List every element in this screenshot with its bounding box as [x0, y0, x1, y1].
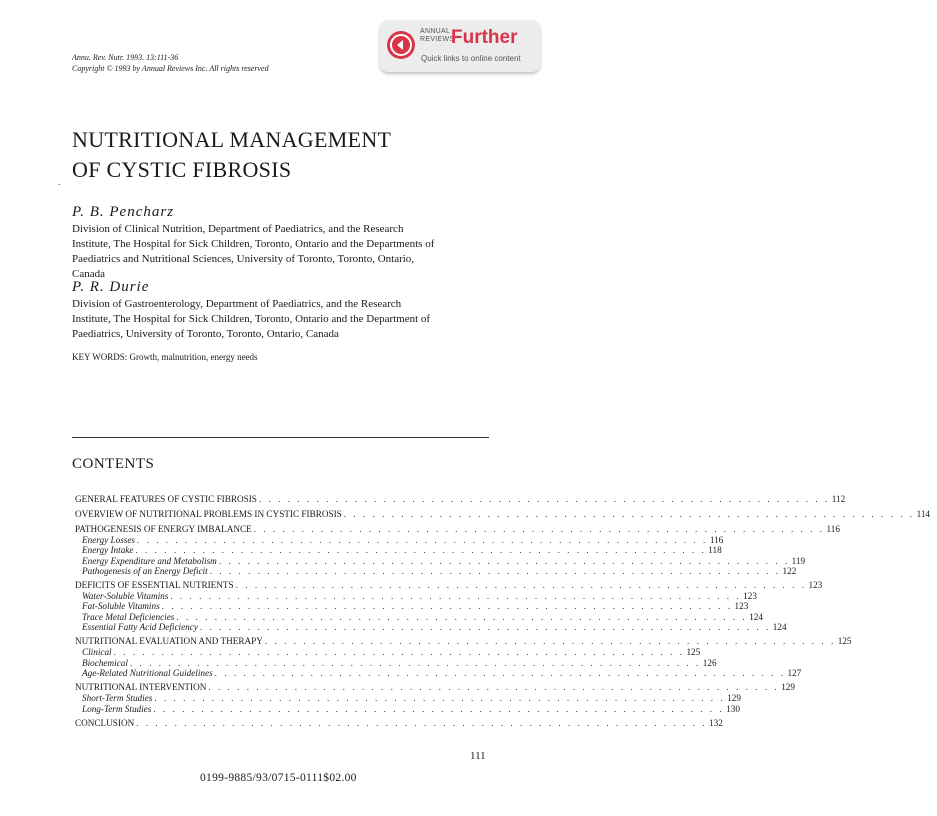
toc-subsection-row — [75, 555, 806, 566]
title-line-1: NUTRITIONAL MANAGEMENT — [72, 127, 392, 152]
banner-further-text: Further — [451, 27, 518, 48]
toc-leader-dots: . . . . . . . . . . . . . . . . . . . . . . . . . . . . . . . . . . . . . . . . . . . . . . . . . . . . . . . . . . . . — [136, 717, 708, 728]
toc-subsection-row — [75, 657, 717, 668]
toc-entry-title: NUTRITIONAL INTERVENTION — [75, 682, 207, 693]
toc-page-number: 119 — [791, 555, 806, 566]
banner-subtitle: Quick links to online content — [421, 54, 521, 63]
toc-leader-dots: . . . . . . . . . . . . . . . . . . . . . . . . . . . . . . . . . . . . . . . . . . . . . . . . . . . . . . . . . . . . — [199, 622, 771, 633]
toc-entry-title: Pathogenesis of an Energy Deficit — [82, 565, 208, 576]
table-of-contents — [75, 493, 931, 732]
toc-entry-title: CONCLUSION — [75, 717, 135, 728]
toc-leader-dots: . . . . . . . . . . . . . . . . . . . . . . . . . . . . . . . . . . . . . . . . . . . . . . . . . . . . . . . . . . . . — [235, 580, 807, 591]
toc-subsection-row — [75, 647, 701, 658]
toc-subsection-row — [75, 565, 797, 576]
toc-leader-dots: . . . . . . . . . . . . . . . . . . . . . . . . . . . . . . . . . . . . . . . . . . . . . . . . . . . . . . . . . . . . — [258, 494, 830, 504]
toc-page-number: 123 — [734, 601, 749, 612]
marginal-dot: . — [58, 177, 61, 188]
toc-page-number: 116 — [826, 524, 840, 534]
toc-leader-dots: . . . . . . . . . . . . . . . . . . . . . . . . . . . . . . . . . . . . . . . . . . . . . . . . . . . . . . . . . . . . — [343, 509, 915, 519]
play-arrow-icon — [387, 31, 415, 59]
toc-subsection-row — [75, 535, 724, 545]
toc-leader-dots: . . . . . . . . . . . . . . . . . . . . . . . . . . . . . . . . . . . . . . . . . . . . . . . . . . . . . . . . . . . . — [135, 545, 707, 556]
toc-entry-title: Energy Expenditure and Metabolism — [82, 555, 217, 566]
toc-subsection-row — [75, 693, 741, 704]
toc-section — [75, 508, 931, 520]
toc-leader-dots: . . . . . . . . . . . . . . . . . . . . . . . . . . . . . . . . . . . . . . . . . . . . . . . . . . . . . . . . . . . . — [153, 703, 725, 714]
title-line-2: OF CYSTIC FIBROSIS — [72, 157, 292, 182]
toc-section — [75, 523, 840, 576]
toc-page-number: 116 — [709, 535, 724, 545]
banner-publisher — [420, 28, 454, 44]
toc-page-number: 118 — [708, 545, 722, 556]
toc-leader-dots: . . . . . . . . . . . . . . . . . . . . . . . . . . . . . . . . . . . . . . . . . . . . . . . . . . . . . . . . . . . . — [161, 601, 733, 612]
toc-leader-dots: . . . . . . . . . . . . . . . . . . . . . . . . . . . . . . . . . . . . . . . . . . . . . . . . . . . . . . . . . . . . — [154, 693, 726, 704]
toc-section-row — [75, 493, 846, 505]
toc-section-row — [75, 717, 723, 729]
toc-entry-title: Clinical — [82, 647, 112, 658]
toc-entry-title: OVERVIEW OF NUTRITIONAL PROBLEMS IN CYSTIC FIBROSIS — [75, 509, 342, 519]
author-affiliation — [72, 297, 492, 342]
toc-page-number: 132 — [709, 717, 723, 728]
toc-subsection-row — [75, 591, 757, 602]
toc-entry-title: Trace Metal Deficiencies — [82, 611, 175, 622]
toc-leader-dots: . . . . . . . . . . . . . . . . . . . . . . . . . . . . . . . . . . . . . . . . . . . . . . . . . . . . . . . . . . . . — [264, 636, 836, 647]
toc-page-number: 125 — [686, 647, 701, 658]
toc-leader-dots: . . . . . . . . . . . . . . . . . . . . . . . . . . . . . . . . . . . . . . . . . . . . . . . . . . . . . . . . . . . . — [253, 524, 825, 534]
author-affiliation — [72, 222, 492, 282]
toc-page-number: 114 — [916, 509, 931, 519]
affiliation-line: Paediatrics, University of Toronto, Toronto, Ontario, Canada — [72, 328, 339, 340]
toc-entry-title: Water-Soluble Vitamins — [82, 591, 169, 602]
toc-entry-title: Short-Term Studies — [82, 693, 153, 704]
toc-subsection-row — [75, 601, 749, 612]
toc-page-number: 122 — [782, 565, 797, 576]
banner-reviews-text: REVIEWS — [420, 36, 455, 43]
toc-leader-dots: . . . . . . . . . . . . . . . . . . . . . . . . . . . . . . . . . . . . . . . . . . . . . . . . . . . . . . . . . . . . — [170, 591, 742, 602]
toc-page-number: 123 — [808, 580, 823, 591]
toc-section-row — [75, 508, 931, 520]
toc-page-number: 124 — [749, 611, 763, 622]
toc-page-number: 129 — [781, 682, 795, 693]
toc-section-row — [75, 681, 795, 693]
page-number: 111 — [470, 750, 486, 762]
toc-page-number: 126 — [702, 657, 717, 668]
section-divider — [72, 437, 489, 438]
toc-entry-title: Energy Losses — [82, 535, 135, 545]
affiliation-line: Division of Clinical Nutrition, Department of Paediatrics, and the Research — [72, 223, 404, 235]
toc-subsection-row — [75, 611, 763, 622]
author-name: P. B. Pencharz — [72, 204, 175, 220]
toc-leader-dots: . . . . . . . . . . . . . . . . . . . . . . . . . . . . . . . . . . . . . . . . . . . . . . . . . . . . . . . . . . . . — [137, 535, 708, 545]
key-words: KEY WORDS: Growth, malnutrition, energy needs — [72, 352, 258, 362]
toc-section-row — [75, 635, 852, 647]
toc-page-number: 112 — [831, 494, 846, 504]
affiliation-line: Division of Gastroenterology, Department of Paediatrics, and the Research — [72, 298, 402, 310]
toc-page-number: 124 — [772, 622, 787, 633]
toc-section-row — [75, 523, 840, 535]
toc-subsection-row — [75, 622, 787, 633]
journal-citation-line: Annu. Rev. Nutr. 1993. 13:111-36 — [72, 53, 179, 62]
toc-section — [75, 579, 823, 633]
toc-leader-dots: . . . . . . . . . . . . . . . . . . . . . . . . . . . . . . . . . . . . . . . . . . . . . . . . . . . . . . . . . . . . — [218, 555, 790, 566]
toc-section — [75, 635, 852, 678]
toc-entry-title: Essential Fatty Acid Deficiency — [82, 622, 198, 633]
copyright-line: Copyright © 1993 by Annual Reviews Inc. All rights reserved — [72, 64, 269, 73]
toc-page-number: 129 — [727, 693, 741, 704]
affiliation-line: Paediatrics and Nutritional Sciences, University of Toronto, Toronto, Ontario, — [72, 253, 415, 265]
toc-entry-title: Fat-Soluble Vitamins — [82, 601, 160, 612]
toc-leader-dots: . . . . . . . . . . . . . . . . . . . . . . . . . . . . . . . . . . . . . . . . . . . . . . . . . . . . . . . . . . . . — [214, 667, 786, 678]
toc-entry-title: Energy Intake — [82, 545, 134, 556]
journal-citation — [72, 52, 269, 74]
toc-subsection-row — [75, 545, 722, 556]
affiliation-line: Canada — [72, 268, 105, 280]
affiliation-line: Institute, The Hospital for Sick Children, Toronto, Ontario and the Departments of — [72, 238, 435, 250]
toc-leader-dots: . . . . . . . . . . . . . . . . . . . . . . . . . . . . . . . . . . . . . . . . . . . . . . . . . . . . . . . . . . . . — [176, 611, 748, 622]
article-code: 0199-9885/93/0715-0111$02.00 — [200, 772, 357, 784]
article-title — [72, 125, 391, 185]
further-banner[interactable] — [380, 20, 540, 72]
toc-section-row — [75, 579, 823, 591]
toc-leader-dots: . . . . . . . . . . . . . . . . . . . . . . . . . . . . . . . . . . . . . . . . . . . . . . . . . . . . . . . . . . . . — [113, 647, 685, 658]
toc-entry-title: NUTRITIONAL EVALUATION AND THERAPY — [75, 636, 263, 647]
toc-leader-dots: . . . . . . . . . . . . . . . . . . . . . . . . . . . . . . . . . . . . . . . . . . . . . . . . . . . . . . . . . . . . — [208, 682, 780, 693]
toc-entry-title: GENERAL FEATURES OF CYSTIC FIBROSIS — [75, 494, 257, 504]
toc-leader-dots: . . . . . . . . . . . . . . . . . . . . . . . . . . . . . . . . . . . . . . . . . . . . . . . . . . . . . . . . . . . . — [129, 657, 701, 668]
author-name: P. R. Durie — [72, 279, 150, 295]
toc-subsection-row — [75, 703, 740, 714]
toc-page-number: 125 — [837, 636, 852, 647]
toc-section — [75, 681, 795, 714]
affiliation-line: Institute, The Hospital for Sick Children, Toronto, Ontario and the Department of — [72, 313, 431, 325]
toc-entry-title: Age-Related Nutritional Guidelines — [82, 667, 213, 678]
toc-entry-title: Biochemical — [82, 657, 128, 668]
banner-annual-text: ANNUAL — [420, 28, 451, 35]
toc-leader-dots: . . . . . . . . . . . . . . . . . . . . . . . . . . . . . . . . . . . . . . . . . . . . . . . . . . . . . . . . . . . . — [209, 565, 781, 576]
toc-subsection-row — [75, 667, 802, 678]
toc-section — [75, 717, 723, 729]
toc-entry-title: PATHOGENESIS OF ENERGY IMBALANCE — [75, 524, 252, 534]
toc-entry-title: DEFICITS OF ESSENTIAL NUTRIENTS — [75, 580, 234, 591]
toc-page-number: 123 — [743, 591, 757, 602]
toc-entry-title: Long-Term Studies — [82, 703, 152, 714]
contents-heading: CONTENTS — [72, 456, 155, 472]
toc-page-number: 130 — [726, 703, 740, 714]
toc-section — [75, 493, 846, 505]
toc-page-number: 127 — [787, 667, 802, 678]
